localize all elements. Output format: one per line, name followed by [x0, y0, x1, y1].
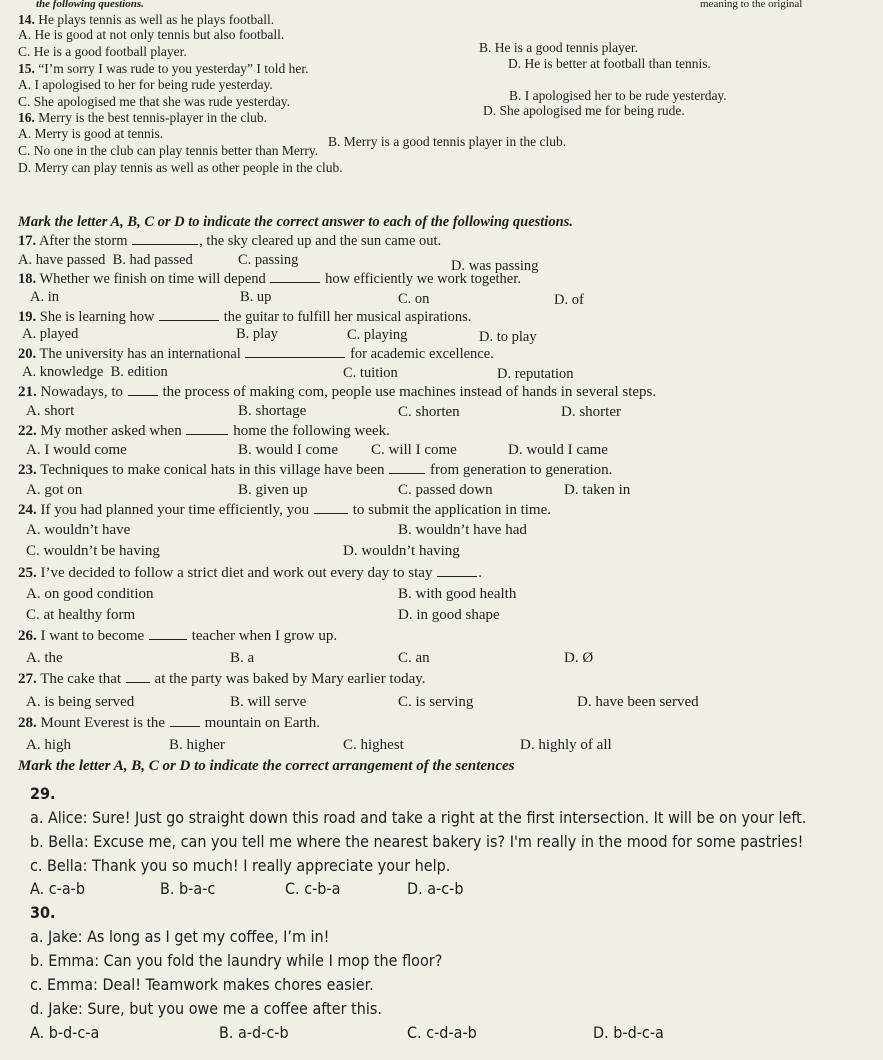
q16-option-a: A. Merry is good at tennis.	[18, 126, 164, 141]
q20-option-c: C. tuition	[343, 365, 398, 381]
q26-option-c: C. an	[398, 650, 430, 666]
q20-option-d: D. reputation	[497, 366, 574, 382]
q21-blank	[128, 394, 158, 396]
q28-stem: 28. Mount Everest is the mountain on Earth.	[18, 715, 320, 731]
q25-stem: 25. I’ve decided to follow a strict diet and work out every day to stay .	[18, 565, 482, 581]
q28-option-c: C. highest	[343, 737, 404, 753]
q15-stem: 15. “I’m sorry I was rude to you yesterday” I told her.	[18, 61, 309, 76]
q24-stem: 24. If you had planned your time efficiently, you to submit the application in time.	[18, 502, 551, 518]
q23-option-a: A. got on	[26, 482, 83, 498]
q24-option-a: A. wouldn’t have	[26, 522, 131, 538]
q16-option-c: C. No one in the club can play tennis better than Merry.	[18, 143, 319, 158]
q22-option-a: A. I would come	[26, 442, 127, 458]
q30-line-a: a. Jake: As long as I get my coffee, I’m in!	[30, 927, 330, 946]
q29-option-b: B. b-a-c	[160, 879, 216, 898]
q17-option-d: D. was passing	[451, 258, 539, 274]
q23-stem: 23. Techniques to make conical hats in this village have been from generation to generation.	[18, 462, 613, 478]
q30-line-d: d. Jake: Sure, but you owe me a coffee after this.	[30, 999, 382, 1018]
q22-option-b: B. would I come	[238, 442, 338, 458]
q19-option-a: A. played	[22, 326, 79, 342]
q15-option-d: D. She apologised me for being rude.	[483, 103, 685, 118]
q19-option-c: C. playing	[347, 327, 408, 343]
q29-line-a: a. Alice: Sure! Just go straight down this road and take a right at the first intersection. It will be on your left.	[30, 808, 807, 827]
q16-stem: 16. Merry is the best tennis-player in the club.	[18, 110, 267, 125]
header-fragment-right: meaning to the original	[700, 0, 803, 10]
q25-blank	[437, 575, 477, 577]
q17-blank	[132, 243, 198, 245]
q20-option-ab: A. knowledge B. edition	[22, 364, 168, 380]
q25-option-b: B. with good health	[398, 586, 517, 602]
q20-blank	[245, 356, 345, 358]
q30-option-b: B. a-d-c-b	[219, 1023, 289, 1042]
q14-option-b: B. He is a good tennis player.	[479, 40, 638, 55]
q14-stem: 14. He plays tennis as well as he plays football.	[18, 12, 275, 27]
q14-option-a: A. He is good at not only tennis but also football.	[18, 27, 285, 42]
q26-option-a: A. the	[26, 650, 63, 666]
section-heading-answer: Mark the letter A, B, C or D to indicate the correct answer to each of the following questions.	[18, 214, 573, 230]
q27-stem: 27. The cake that at the party was baked by Mary earlier today.	[18, 671, 426, 687]
q23-option-b: B. given up	[238, 482, 308, 498]
q16-option-b: B. Merry is a good tennis player in the club.	[328, 134, 567, 149]
q28-option-b: B. higher	[169, 737, 225, 753]
q19-blank	[159, 319, 219, 321]
q18-stem: 18. Whether we finish on time will depend how efficiently we work together.	[18, 271, 521, 287]
q26-option-d: D. Ø	[564, 650, 594, 666]
q19-option-b: B. play	[236, 326, 278, 342]
q27-blank	[126, 681, 150, 683]
q30-option-c: C. c-d-a-b	[407, 1023, 477, 1042]
q26-blank	[149, 638, 187, 640]
q16-option-d: D. Merry can play tennis as well as other people in the club.	[18, 160, 343, 175]
q29-line-b: b. Bella: Excuse me, can you tell me where the nearest bakery is? I'm really in the mood for some pastries!	[30, 832, 804, 851]
q19-stem: 19. She is learning how the guitar to fulfill her musical aspirations.	[18, 309, 472, 325]
q30-number: 30.	[30, 903, 56, 922]
q25-option-c: C. at healthy form	[26, 607, 136, 623]
q15-option-c: C. She apologised me that she was rude yesterday.	[18, 94, 291, 109]
q18-option-b: B. up	[240, 289, 272, 305]
q21-option-c: C. shorten	[398, 404, 460, 420]
q23-option-c: C. passed down	[398, 482, 493, 498]
q26-stem: 26. I want to become teacher when I grow up.	[18, 628, 338, 644]
q24-option-c: C. wouldn’t be having	[26, 543, 160, 559]
q15-option-b: B. I apologised her to be rude yesterday.	[509, 88, 727, 103]
q29-number: 29.	[30, 784, 56, 803]
q28-option-d: D. highly of all	[520, 737, 612, 753]
q17-option-c: C. passing	[238, 252, 299, 268]
section-heading-arrangement: Mark the letter A, B, C or D to indicate the correct arrangement of the sentences	[18, 758, 515, 774]
q22-stem: 22. My mother asked when home the following week.	[18, 423, 390, 439]
q26-option-b: B. a	[230, 650, 255, 666]
q30-option-d: D. b-d-c-a	[593, 1023, 664, 1042]
q18-option-c: C. on	[398, 291, 430, 307]
header-fragment-left: the following questions.	[36, 0, 144, 10]
q25-option-d: D. in good shape	[398, 607, 500, 623]
q21-option-d: D. shorter	[561, 404, 621, 420]
q15-option-a: A. I apologised to her for being rude yesterday.	[18, 77, 273, 92]
q21-option-a: A. short	[26, 403, 75, 419]
q23-option-d: D. taken in	[564, 482, 631, 498]
q14-option-c: C. He is a good football player.	[18, 44, 187, 59]
q30-line-b: b. Emma: Can you fold the laundry while I mop the floor?	[30, 951, 443, 970]
q19-option-d: D. to play	[479, 329, 537, 345]
q22-option-d: D. would I came	[508, 442, 608, 458]
q24-option-d: D. wouldn’t having	[343, 543, 460, 559]
q18-option-a: A. in	[30, 289, 59, 305]
q29-line-c: c. Bella: Thank you so much! I really appreciate your help.	[30, 856, 451, 875]
q27-option-d: D. have been served	[577, 694, 699, 710]
q18-option-d: D. of	[554, 292, 584, 308]
q22-option-c: C. will I come	[371, 442, 457, 458]
q14-option-d: D. He is better at football than tennis.	[508, 56, 711, 71]
q30-line-c: c. Emma: Deal! Teamwork makes chores easier.	[30, 975, 374, 994]
q30-option-a: A. b-d-c-a	[30, 1023, 100, 1042]
q27-option-c: C. is serving	[398, 694, 474, 710]
q29-option-c: C. c-b-a	[285, 879, 341, 898]
q24-option-b: B. wouldn’t have had	[398, 522, 527, 538]
q27-option-b: B. will serve	[230, 694, 307, 710]
q29-option-d: D. a-c-b	[407, 879, 464, 898]
q18-blank	[270, 281, 320, 283]
q17-option-ab: A. have passed B. had passed	[18, 252, 193, 268]
q29-option-a: A. c-a-b	[30, 879, 85, 898]
q27-option-a: A. is being served	[26, 694, 135, 710]
q23-blank	[389, 472, 425, 474]
q24-blank	[314, 512, 348, 514]
q25-option-a: A. on good condition	[26, 586, 154, 602]
q28-option-a: A. high	[26, 737, 71, 753]
q20-stem: 20. The university has an international for academic excellence.	[18, 346, 494, 362]
q22-blank	[186, 433, 228, 435]
q21-stem: 21. Nowadays, to the process of making com, people use machines instead of hands in several steps.	[18, 384, 657, 400]
q17-stem: 17. After the storm , the sky cleared up and the sun came out.	[18, 233, 442, 249]
q28-blank	[170, 725, 200, 727]
q21-option-b: B. shortage	[238, 403, 307, 419]
